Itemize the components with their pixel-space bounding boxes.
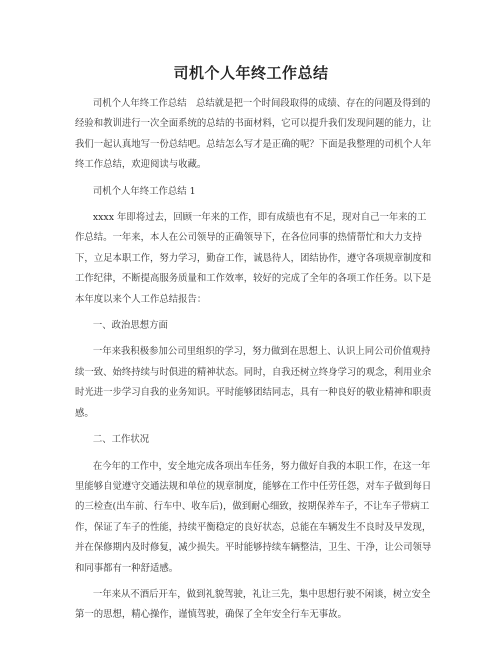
intro-paragraph: 司机个人年终工作总结 总结就是把一个时间段取得的成绩、存在的问题及得到的经验和教训进行一次全面系统的总结的书面材料，它可以提升我们发现问题的能力，让我们一起认真地写一份总结吧。总结怎么写才是正确的呢？下面是我整理的司机个人年终工作总结，欢迎阅读与收藏。 — [75, 98, 432, 171]
section-heading-politics: 一、政治思想方面 — [92, 320, 168, 332]
body-paragraph: 在今年的工作中，安全地完成各项出车任务，努力做好自我的本职工作，在这一年里能够自觉遵守交通法规和单位的规章制度，能够在工作中任劳任怨，对车子做到每日的三检查(出车前、行车中、收车后)，做到耐心细致，按期保养车子，不让车子带病工作，保证了车子的性能，持续平衡稳定的良好状态，总能在车辆发生不良时及早发现，并在保修期内及时修复，减少损失。平时能够持续车辆整洁，卫生、干净，让公司领导和同事都有一种舒适感。 — [75, 460, 432, 574]
document-body — [75, 94, 433, 632]
body-paragraph: 一年来我积极参加公司里组织的学习，努力做到在思想上、认识上同公司价值观持续一致、始终持续与时俱进的精神状态。同时，自我还树立终身学习的观念，利用业余时光进一步学习自我的业务知识。平时能够团结同志，具有一种良好的敬业精神和职责感。 — [75, 346, 432, 419]
body-paragraph: 一年来从不酒后开车，做到礼貌驾驶，礼让三先，集中思想行驶不闲谈，树立安全第一的思想，精心操作，谨慎驾驶，确保了全年安全行车无事故。 — [75, 588, 431, 621]
body-paragraph: xxxx 年即将过去，回顾一年来的工作，即有成绩也有不足，现对自己一年来的工作总结。一年来，本人在公司领导的正确领导下，在各位同事的热情帮忙和大力支持下，立足本职工作，努力学习，勤奋工作，诚恳待人，团结协作，遵守各项规章制度和工作纪律，不断提高服务质量和工作效率，较好的完成了全年的各项工作任务。以下是本年度以来个人工作总结报告： — [75, 212, 432, 305]
section-heading-summary-1: 司机个人年终工作总结 1 — [92, 185, 196, 197]
document-title: 司机个人年终工作总结 — [173, 64, 329, 82]
section-heading-work: 二、工作状况 — [92, 434, 150, 446]
